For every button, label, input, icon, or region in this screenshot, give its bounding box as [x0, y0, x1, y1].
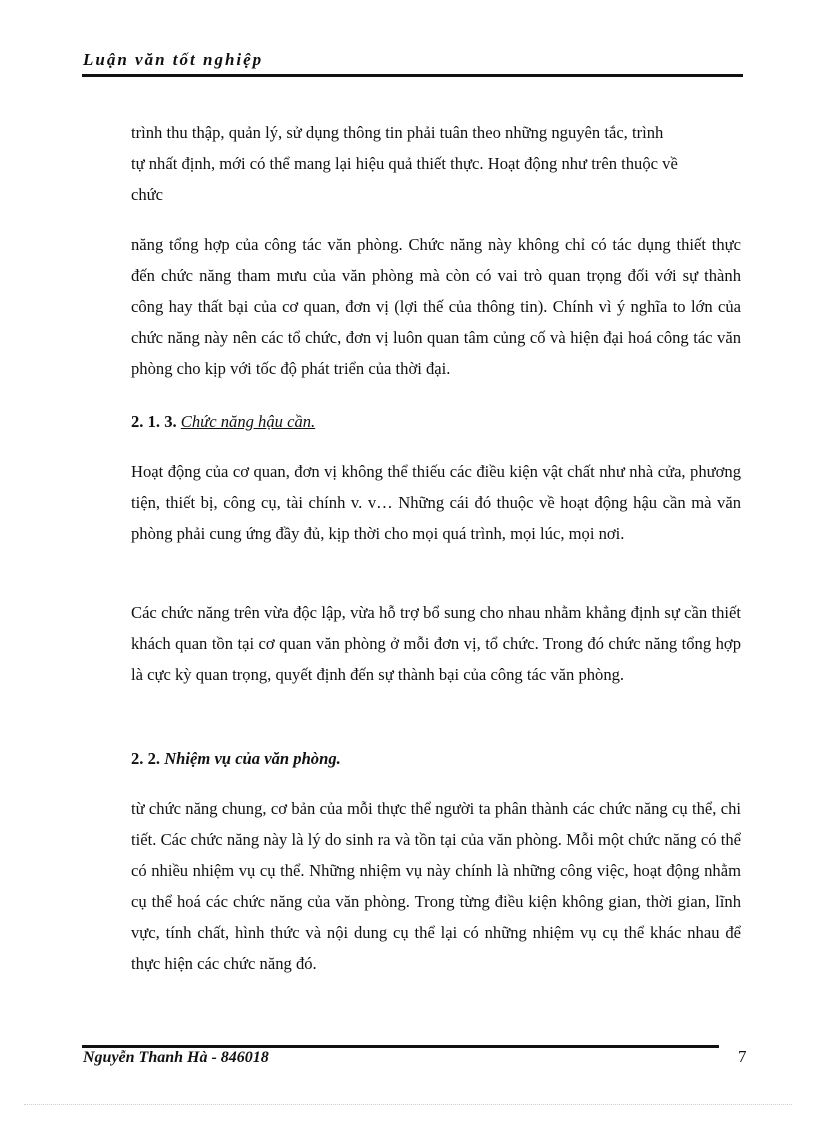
section-title: Nhiệm vụ của văn phòng. — [164, 749, 341, 768]
paragraph-line: chức — [131, 185, 164, 204]
footer-author: Nguyễn Thanh Hà - 846018 — [83, 1049, 269, 1066]
section-number: 2. 1. 3. — [131, 412, 177, 431]
section-title: Chức năng hậu cần. — [180, 412, 316, 431]
header-divider — [82, 74, 743, 77]
page-bottom-dotted-line — [24, 1104, 792, 1105]
paragraph-logistics: Hoạt động của cơ quan, đơn vị không thể thiếu các điều kiện vật chất như nhà cửa, phương tiện, thiết bị, công cụ, tài chính v. v… Những cái đó thuộc về hoạt động hậu cần mà văn phòng phải cung ứng đầy đủ, kịp thời cho mọi quá trình, mọi lúc, mọi nơi. — [131, 462, 741, 543]
paragraph-functions-summary: Các chức năng trên vừa độc lập, vừa hỗ trợ bổ sung cho nhau nhằm khẳng định sự cần thiết khách quan tồn tại cơ quan văn phòng ở mỗi đơn vị, tổ chức. Trong đó chức năng tổng hợp là cực kỳ quan trọng, quyết định đến sự thành bại của công tác văn phòng. — [131, 603, 741, 684]
running-header-title: Luận văn tốt nghiệp — [83, 50, 264, 69]
section-heading-tasks — [131, 743, 341, 774]
section-number: 2. 2. — [131, 749, 161, 768]
footer-divider — [82, 1045, 719, 1048]
paragraph-tasks: từ chức năng chung, cơ bản của mỗi thực thể người ta phân thành các chức năng cụ thể, chi tiết. Các chức năng này là lý do sinh ra và tồn tại của văn phòng. Mỗi một chức năng có thể có nhiều nhiệm vụ cụ thể. Những nhiệm vụ này chính là những công việc, hoạt động nhằm cụ thể hoá các chức năng của văn phòng. Trong từng điều kiện không gian, thời gian, lĩnh vực, tính chất, hình thức và nội dung cụ thể lại có những nhiệm vụ cụ thể khác nhau để thực hiện các chức năng đó. — [131, 799, 741, 973]
section-heading-logistics — [131, 406, 315, 437]
paragraph-line: tự nhất định, mới có thể mang lại hiệu quả thiết thực. Hoạt động như trên thuộc về — [131, 154, 678, 173]
paragraph-line: trình thu thập, quản lý, sử dụng thông tin phải tuân theo những nguyên tắc, trình — [131, 123, 664, 142]
paragraph-general-function: năng tổng hợp của công tác văn phòng. Chức năng này không chỉ có tác dụng thiết thực đến chức năng tham mưu của văn phòng mà còn có vai trò quan trọng đối với sự thành công hay thất bại của cơ quan, đơn vị (lợi thế của thông tin). Chính vì ý nghĩa to lớn của chức năng này nên các tổ chức, đơn vị luôn quan tâm củng cố và hiện đại hoá công tác văn phòng cho kịp với tốc độ phát triển của thời đại. — [131, 235, 741, 378]
page-number: 7 — [738, 1047, 747, 1066]
